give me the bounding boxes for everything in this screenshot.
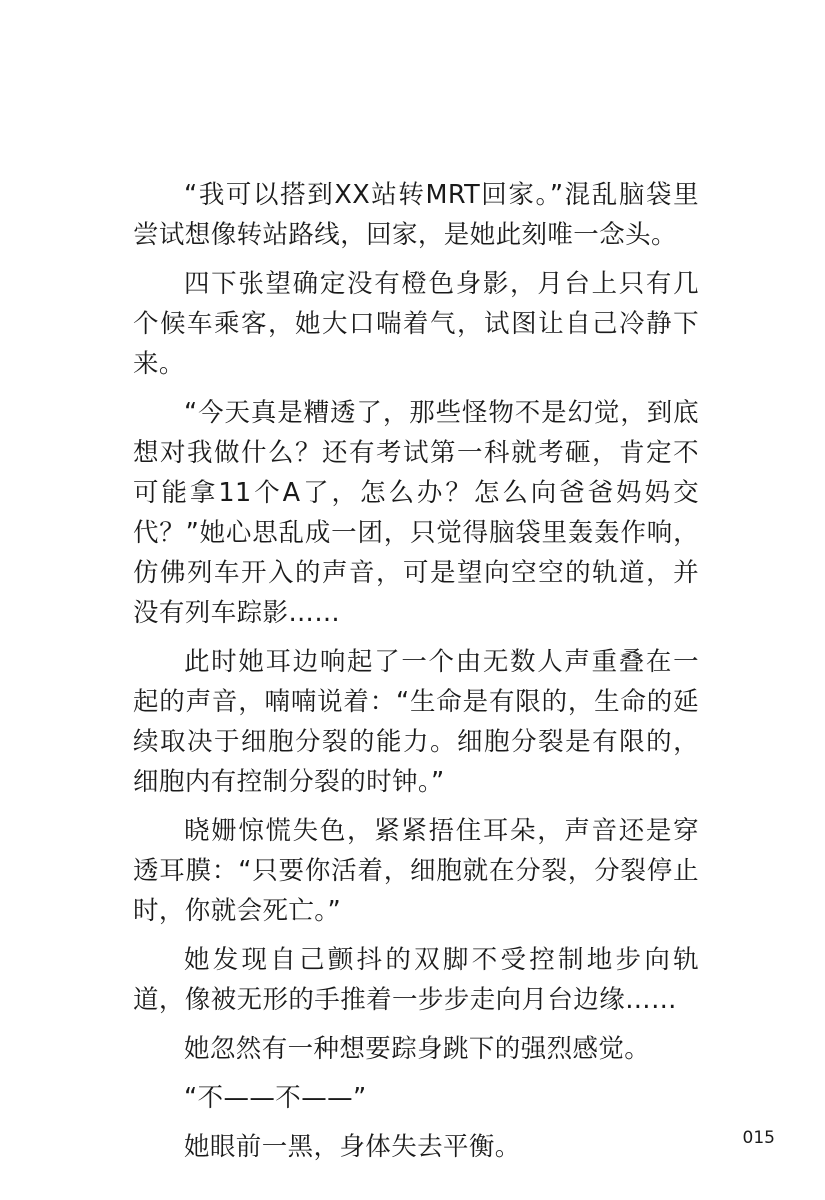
page-number: 015	[742, 1128, 775, 1148]
paragraph: “不——不——”	[184, 1083, 367, 1113]
body-text	[133, 175, 699, 1176]
paragraph: “今天真是糟透了，那些怪物不是幻觉，到底想对我做什么？还有考试第一科就考砸，肯定不可能拿11个A了，怎么办？怎么向爸爸妈妈交代？”她心思乱成一团，只觉得脑袋里轰轰作响，仿佛列车开入的声音，可是望向空空的轨道，并没有列车踪影……	[133, 398, 699, 628]
paragraph: 她发现自己颤抖的双脚不受控制地步向轨道，像被无形的手推着一步步走向月台边缘……	[133, 945, 699, 1015]
paragraph: 她忽然有一种想要踪身跳下的强烈感觉。	[184, 1034, 651, 1064]
paragraph: 此时她耳边响起了一个由无数人声重叠在一起的声音，喃喃说着：“生命是有限的，生命的延续取决于细胞分裂的能力。细胞分裂是有限的，细胞内有控制分裂的时钟。”	[133, 647, 699, 797]
paragraph: 晓姗惊慌失色，紧紧捂住耳朵，声音还是穿透耳膜：“只要你活着，细胞就在分裂，分裂停止时，你就会死亡。”	[133, 816, 699, 926]
paragraph: 她眼前一黑，身体失去平衡。	[184, 1132, 521, 1162]
paragraph: 四下张望确定没有橙色身影，月台上只有几个候车乘客，她大口喘着气，试图让自己冷静下来。	[133, 269, 699, 379]
paragraph: “我可以搭到XX站转MRT回家。”混乱脑袋里尝试想像转站路线，回家，是她此刻唯一念头。	[133, 180, 699, 250]
